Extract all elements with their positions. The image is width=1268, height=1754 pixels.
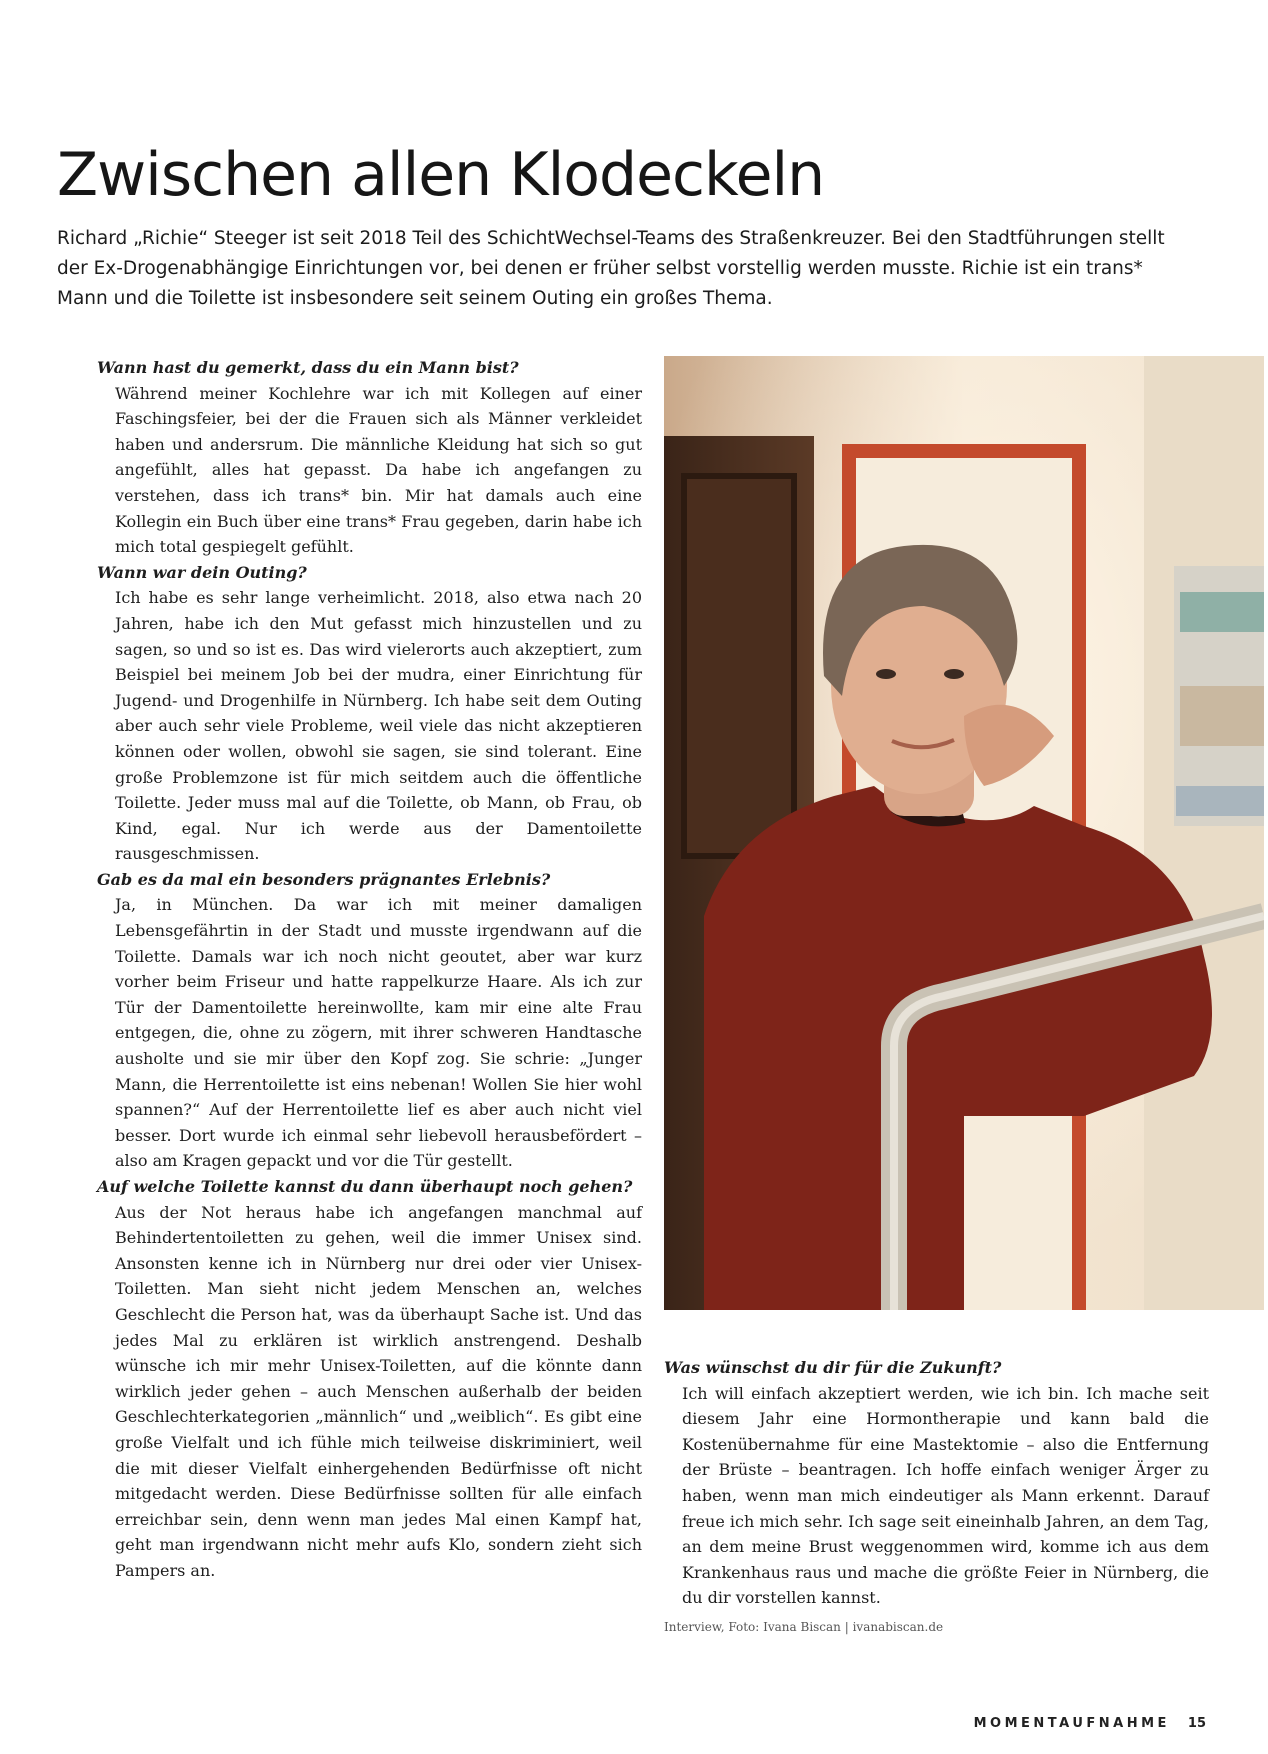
answer: Ich will einfach akzeptiert werden, wie ich bin. Ich mache seit diesem Jahr eine Hormontherapie und kann bald die Kostenübernahme für eine Mastektomie – also die Entfernung der Brüste – beantragen. Ich hoffe einfach weniger Ärger zu haben, wenn man mich eindeutiger als Mann erkennt. Darauf freue ich mich sehr. Ich sage seit eineinhalb Jahren, an dem Tag, an dem meine Brust weggenommen wird, komme ich aus dem Krankenhaus raus und mache die größte Feier in Nürnberg, die du dir vorstellen kannst. (682, 1383, 1209, 1608)
answer: Während meiner Kochlehre war ich mit Kollegen auf einer Faschingsfeier, bei der die Frauen sich als Männer verkleidet haben und andersrum. Die männliche Kleidung hat sich so gut angefühlt, alles hat gepasst. Da habe ich angefangen zu verstehen, dass ich trans* bin. Mir hat damals auch eine Kollegin ein Buch über eine trans* Frau gegeben, darin habe ich mich total gespiegelt gefühlt. (115, 383, 642, 557)
answer: Ja, in München. Da war ich mit meiner damaligen Lebensgefährtin in der Stadt und musste irgendwann auf die Toilette. Damals war ich noch nicht geoutet, aber war kurz vorher beim Friseur und hatte rappelkurze Haare. Als ich zur Tür der Damentoilette hereinwollte, kam mir eine alte Frau entgegen, die, ohne zu zögern, mit ihrer schweren Handtasche ausholte und sie mir über den Kopf zog. Sie schrie: „Junger Mann, die Herrentoilette ist eins nebenan! Wollen Sie hier wohl spannen?“ Auf der Herrentoilette lief es aber auch nicht viel besser. Dort wurde ich einmal sehr liebevoll herausbefördert – also am Kragen gepackt und vor die Tür gestellt. (115, 895, 642, 1171)
question: Was wünschst du dir für die Zukunft? (664, 1358, 1002, 1377)
question: Wann war dein Outing? (97, 562, 307, 582)
question: Auf welche Toilette kannst du dann überhaupt noch gehen? (97, 1177, 633, 1196)
question: Gab es da mal ein besonders prägnantes Erlebnis? (97, 869, 551, 889)
article-title: Zwischen allen Klodeckeln (57, 140, 825, 210)
article-lede: Richard „Richie“ Steeger ist seit 2018 Teil des SchichtWechsel-Teams des Straßenkreuzer. Bei den Stadtführungen stellt der Ex-Drogenabhängige Einrichtungen vor, bei denen er früher selbst vorstellig werden musste. Richie ist ein trans* Mann und die Toilette ist insbesondere seit seinem Outing ein großes Thema. (57, 228, 1165, 309)
question: Wann hast du gemerkt, dass du ein Mann bist? (97, 358, 519, 377)
interview-column-right (664, 1355, 1209, 1611)
answer: Aus der Not heraus habe ich angefangen manchmal auf Behindertentoiletten zu gehen, weil die immer Unisex sind. Ansonsten kenne ich in Nürnberg nur drei oder vier Unisex-Toiletten. Man sieht nicht jedem Menschen an, welches Geschlecht die Person hat, was da überhaupt Sache ist. Und das jedes Mal zu erklären ist wirklich anstrengend. Deshalb wünsche ich mir mehr Unisex-Toiletten, auf die könnte dann wirklich jeder gehen – auch Menschen außerhalb der beiden Geschlechterkategorien „männlich“ und „weiblich“. Es gibt eine große Vielfalt und ich fühle mich teilweise diskriminiert, weil die mit dieser Vielfalt einhergehenden Bedürfnisse oft nicht mitgedacht werden. Diese Bedürfnisse sollten für alle einfach erreichbar sein, denn wenn man jedes Mal einen Kampf hat, geht man irgendwann nicht mehr aufs Klo, sondern zieht sich Pampers an. (115, 1202, 642, 1580)
section-name: MOMENTAUFNAHME (973, 1716, 1170, 1731)
interview-column-left (97, 355, 642, 1584)
portrait-photo (664, 356, 1264, 1310)
page-number: 15 (1187, 1716, 1206, 1731)
photo-credit: Interview, Foto: Ivana Biscan | ivanabiscan.de (664, 1620, 944, 1634)
answer: Ich habe es sehr lange verheimlicht. 2018, also etwa nach 20 Jahren, habe ich den Mut gefasst mich hinzustellen und zu sagen, so und so ist es. Das wird vielerorts auch akzeptiert, zum Beispiel bei meinem Job bei der mudra, einer Einrichtung für Jugend- und Drogenhilfe in Nürnberg. Ich habe seit dem Outing aber auch sehr viele Probleme, weil viele das nicht akzeptieren können oder wollen, obwohl sie sagen, sie sind tolerant. Eine große Problemzone ist für mich seitdem auch die öffentliche Toilette. Jeder muss mal auf die Toilette, ob Mann, ob Frau, ob Kind, egal. Nur ich werde aus der Damentoilette rausgeschmissen. (115, 588, 642, 864)
page-footer (974, 1716, 1206, 1731)
